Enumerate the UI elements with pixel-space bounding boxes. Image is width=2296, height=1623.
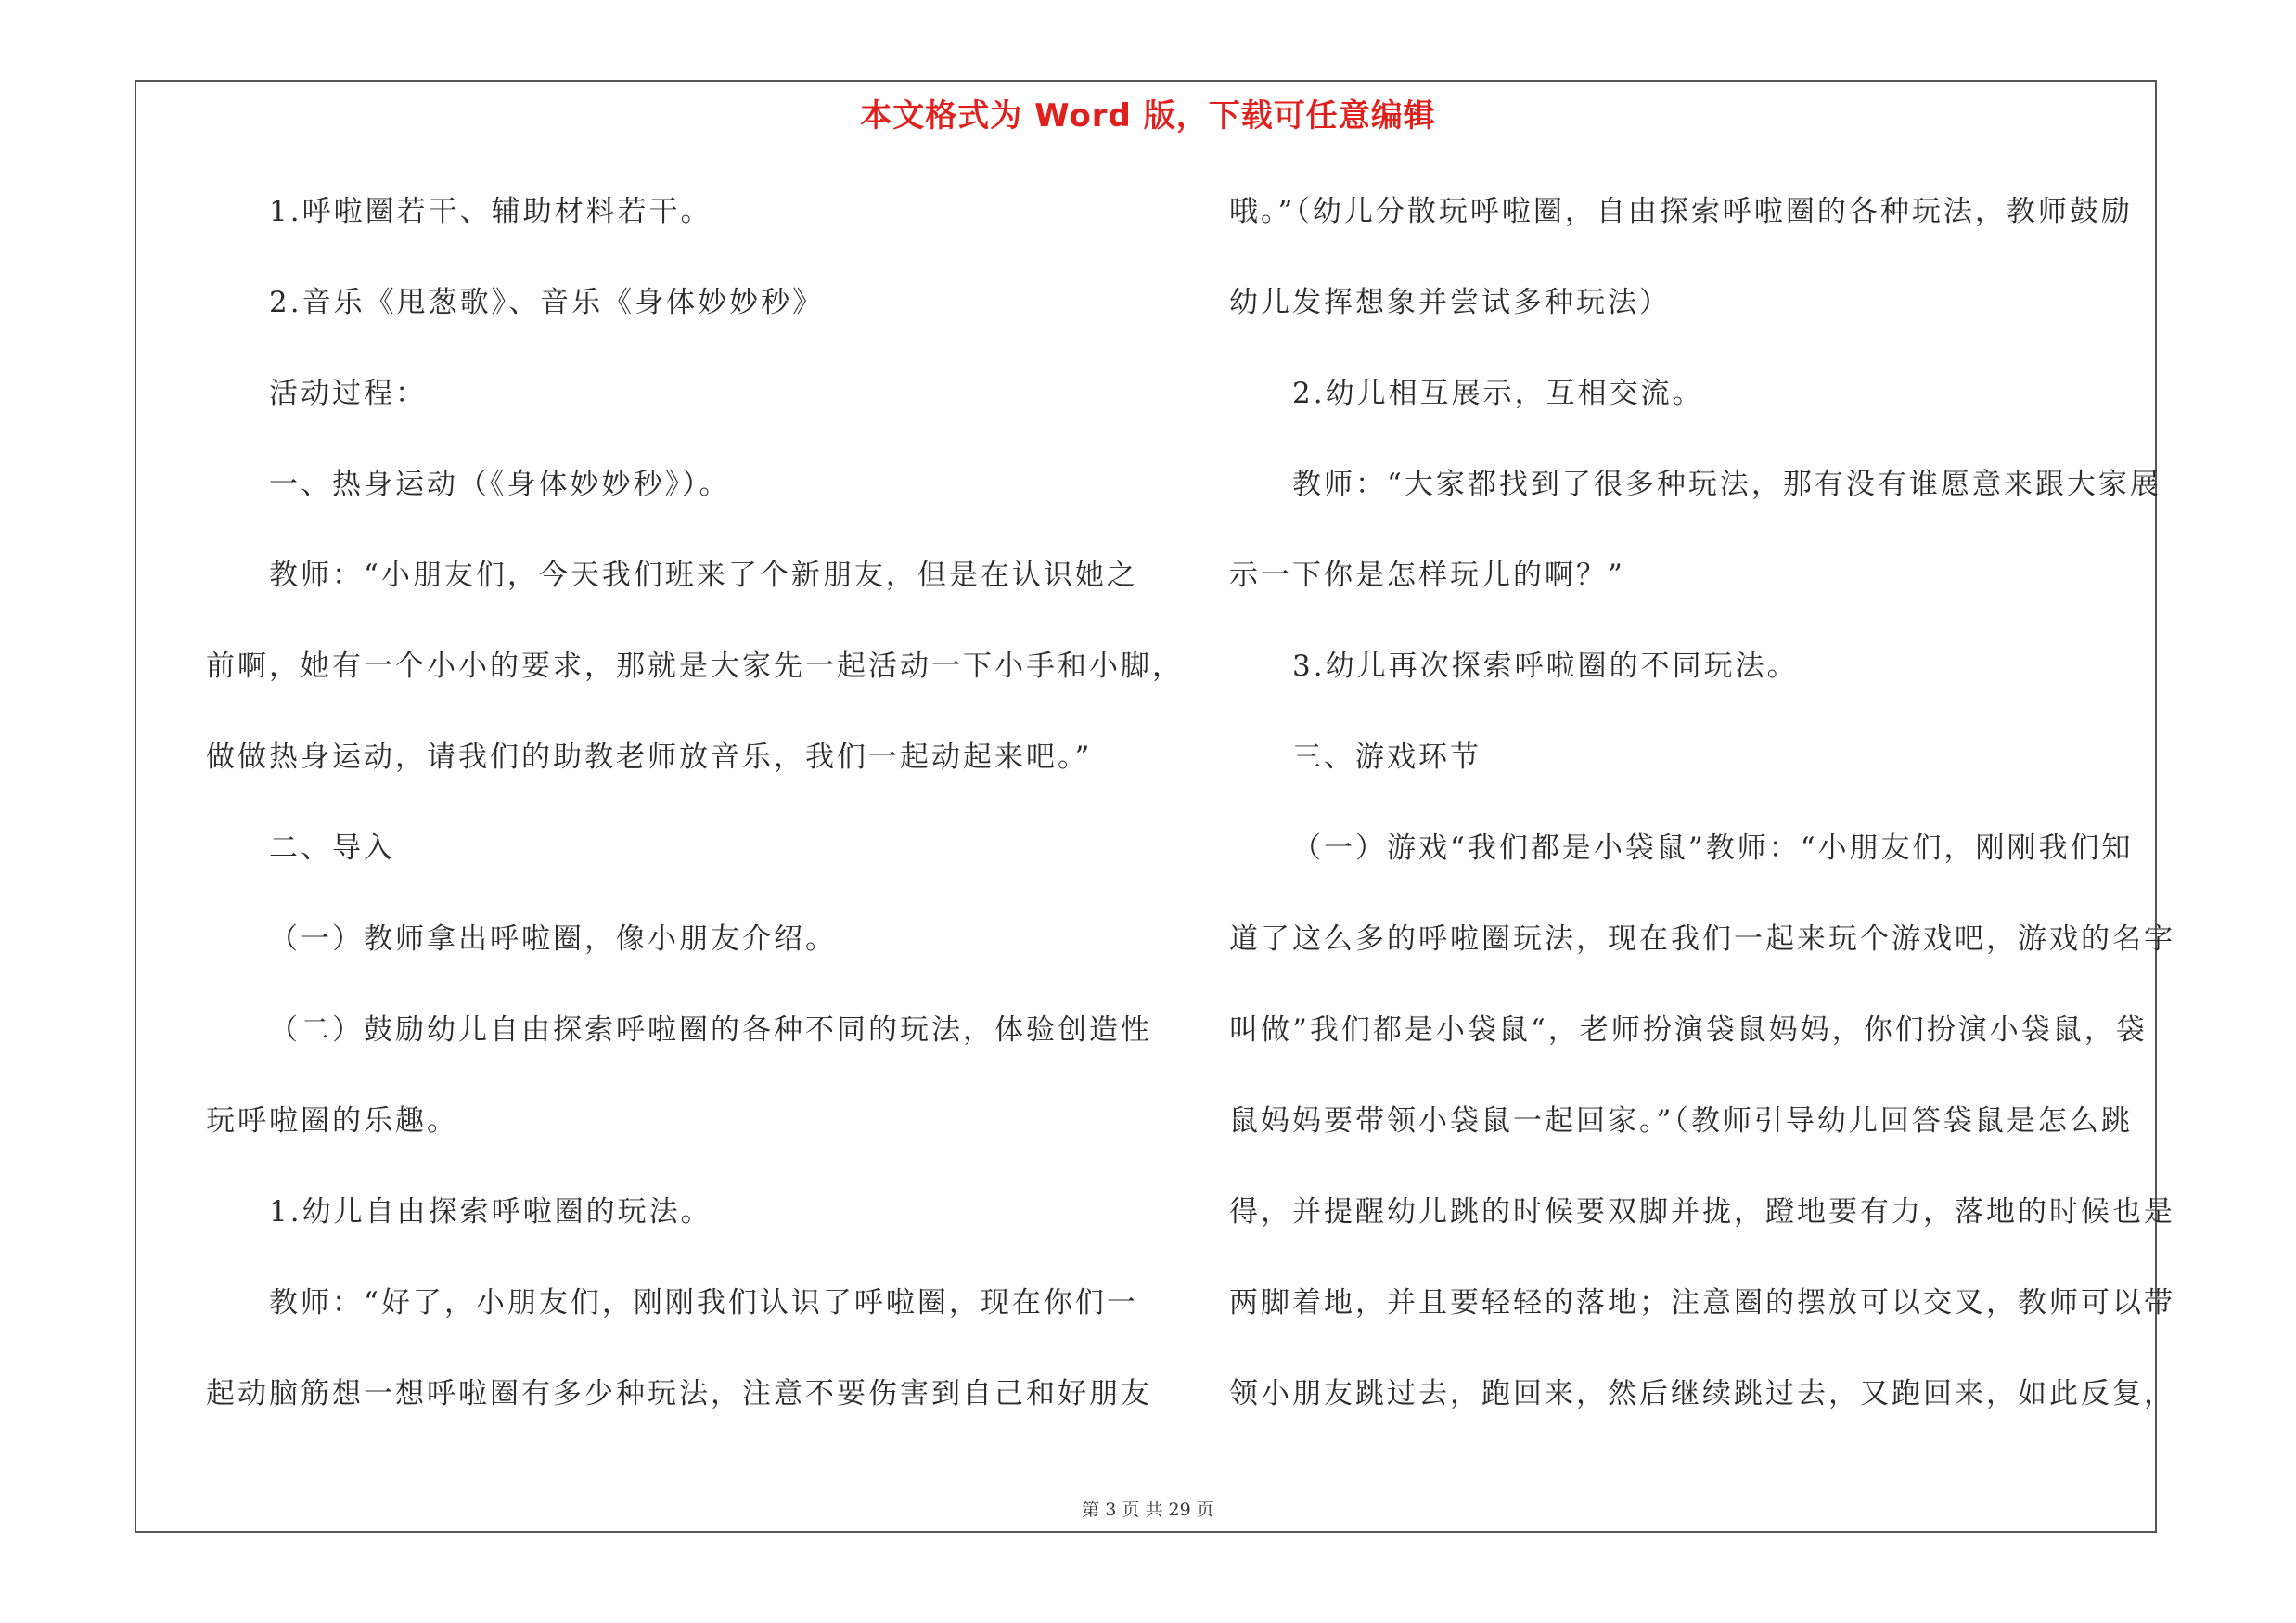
text-line: 示一下你是怎样玩儿的啊？” bbox=[1229, 559, 1625, 592]
text-line: 起动脑筋想一想呼啦圈有多少种玩法，注意不要伤害到自己和好朋友 bbox=[206, 1377, 1152, 1410]
text-line: 得，并提醒幼儿跳的时候要双脚并拢，蹬地要有力，落地的时候也是 bbox=[1229, 1195, 2175, 1229]
text-line: 三、游戏环节 bbox=[1292, 741, 1481, 774]
text-line: 鼠妈妈要带领小袋鼠一起回家。”（教师引导幼儿回答袋鼠是怎么跳 bbox=[1229, 1104, 2133, 1138]
text-line: 活动过程： bbox=[269, 377, 427, 410]
left-column bbox=[206, 184, 1184, 1457]
text-line: 幼儿发挥想象并尝试多种玩法） bbox=[1229, 286, 1671, 319]
text-line: 教师：“大家都找到了很多种玩法，那有没有谁愿意来跟大家展 bbox=[1292, 468, 2161, 501]
right-column bbox=[1229, 184, 2175, 1457]
text-line: 1.幼儿自由探索呼啦圈的玩法。 bbox=[269, 1195, 712, 1229]
text-line: （一）教师拿出呼啦圈，像小朋友介绍。 bbox=[269, 922, 837, 956]
text-line: 玩呼啦圈的乐趣。 bbox=[206, 1104, 458, 1138]
text-line: （一）游戏“我们都是小袋鼠”教师：“小朋友们，刚刚我们知 bbox=[1292, 831, 2134, 865]
text-line: 一、热身运动（《身体妙妙秒》）。 bbox=[269, 468, 731, 501]
page-number-footer: 第 3 页 共 29 页 bbox=[1082, 1500, 1214, 1520]
text-line: 做做热身运动，请我们的助教老师放音乐，我们一起动起来吧。” bbox=[206, 741, 1093, 774]
text-line: 哦。”（幼儿分散玩呼啦圈，自由探索呼啦圈的各种玩法，教师鼓励 bbox=[1229, 195, 2133, 228]
text-line: （二）鼓励幼儿自由探索呼啦圈的各种不同的玩法，体验创造性 bbox=[269, 1013, 1152, 1047]
text-line: 叫做”我们都是小袋鼠“，老师扮演袋鼠妈妈，你们扮演小袋鼠，袋 bbox=[1229, 1013, 2148, 1047]
text-line: 3.幼儿再次探索呼啦圈的不同玩法。 bbox=[1292, 650, 1799, 683]
text-line: 2.幼儿相互展示，互相交流。 bbox=[1292, 377, 1704, 410]
text-line: 1.呼啦圈若干、辅助材料若干。 bbox=[269, 195, 712, 228]
text-line: 道了这么多的呼啦圈玩法，现在我们一起来玩个游戏吧，游戏的名字 bbox=[1229, 922, 2175, 956]
text-line: 教师：“小朋友们，今天我们班来了个新朋友，但是在认识她之 bbox=[269, 559, 1138, 592]
text-line: 教师：“好了，小朋友们，刚刚我们认识了呼啦圈，现在你们一 bbox=[269, 1286, 1138, 1320]
text-line: 两脚着地，并且要轻轻的落地；注意圈的摆放可以交叉，教师可以带 bbox=[1229, 1286, 2175, 1320]
text-line: 前啊，她有一个小小的要求，那就是大家先一起活动一下小手和小脚， bbox=[206, 650, 1184, 683]
text-line: 二、导入 bbox=[269, 831, 395, 865]
word-format-banner: 本文格式为 Word 版，下载可任意编辑 bbox=[860, 97, 1436, 135]
text-line: 2.音乐《甩葱歌》、音乐《身体妙妙秒》 bbox=[269, 286, 825, 319]
text-line: 领小朋友跳过去，跑回来，然后继续跳过去，又跑回来，如此反复， bbox=[1229, 1377, 2175, 1410]
